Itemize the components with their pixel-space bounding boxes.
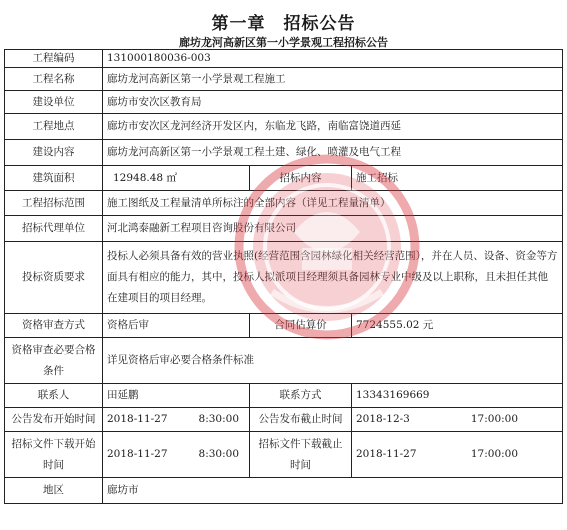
cond-value: 详见资格后审必要合格条件标准	[103, 338, 563, 384]
owner-value: 廊坊市安次区教育局	[103, 91, 563, 114]
scope-label: 招标内容	[250, 166, 352, 191]
qual-value: 投标人必须具备有效的营业执照(经营范围含园林绿化相关经营范围），并在人员、设备、资金等方面具有相应的能力，其中，投标人拟派项目经理须具备园林专业中级及以上职称，且未担任其他在建项目的项目经理。	[103, 242, 563, 314]
table-row	[5, 114, 563, 140]
area-label: 建筑面积	[5, 166, 103, 191]
dl-end-date: 2018-11-27	[356, 448, 417, 460]
region-value: 廊坊市	[103, 478, 563, 504]
scope-value: 施工招标	[352, 166, 563, 191]
table-row	[5, 242, 563, 314]
pub-end-cell	[352, 408, 563, 432]
price-label: 合同估算价	[250, 314, 352, 338]
pub-start-time: 8:30:00	[198, 413, 239, 425]
cond-label: 资格审查必要合格条件	[5, 338, 103, 384]
pub-end-date: 2018-12-3	[356, 413, 410, 425]
dl-end-label: 招标文件下载截止时间	[250, 432, 352, 478]
review-label: 资格审查方式	[5, 314, 103, 338]
region-label: 地区	[5, 478, 103, 504]
site-label: 工程地点	[5, 114, 103, 140]
review-value: 资格后审	[103, 314, 250, 338]
table-row	[5, 50, 563, 68]
pub-end-label: 公告发布截止时间	[250, 408, 352, 432]
pub-start-date: 2018-11-27	[107, 413, 168, 425]
contact-value: 田延鹏	[103, 384, 250, 408]
pub-start-label: 公告发布开始时间	[5, 408, 103, 432]
range-label: 工程招标范围	[5, 191, 103, 216]
bid-info-table	[4, 49, 563, 504]
table-row	[5, 166, 563, 191]
price-value: 7724555.02 元	[352, 314, 563, 338]
table-row	[5, 191, 563, 216]
dl-start-date: 2018-11-27	[107, 448, 168, 460]
phone-label: 联系方式	[250, 384, 352, 408]
table-row	[5, 478, 563, 504]
table-row	[5, 140, 563, 166]
table-row	[5, 68, 563, 91]
table-row	[5, 384, 563, 408]
agent-label: 招标代理单位	[5, 216, 103, 242]
dl-end-cell	[352, 432, 563, 478]
table-row	[5, 432, 563, 478]
content-label: 建设内容	[5, 140, 103, 166]
table-row	[5, 338, 563, 384]
area-value: 12948.48 ㎡	[103, 166, 250, 191]
name-value: 廊坊龙河高新区第一小学景观工程施工	[103, 68, 563, 91]
phone-value: 13343169669	[352, 384, 563, 408]
qual-label: 投标资质要求	[5, 242, 103, 314]
table-row	[5, 408, 563, 432]
dl-start-label: 招标文件下载开始时间	[5, 432, 103, 478]
pub-start-cell	[103, 408, 250, 432]
contact-label: 联系人	[5, 384, 103, 408]
content-value: 廊坊龙河高新区第一小学景观工程土建、绿化、喷灌及电气工程	[103, 140, 563, 166]
code-value: 131000180036-003	[103, 50, 563, 68]
site-value: 廊坊市安次区龙河经济开发区内，东临龙飞路，南临富饶道西延	[103, 114, 563, 140]
owner-label: 建设单位	[5, 91, 103, 114]
dl-start-time: 8:30:00	[198, 448, 239, 460]
pub-end-time: 17:00:00	[470, 413, 519, 425]
table-row	[5, 216, 563, 242]
range-value: 施工图纸及工程量清单所标注的全部内容（详见工程量清单）	[103, 191, 563, 216]
notice-subtitle: 廊坊龙河高新区第一小学景观工程招标公告	[179, 36, 388, 49]
name-label: 工程名称	[5, 68, 103, 91]
agent-value: 河北鸿泰融新工程项目咨询股份有限公司	[103, 216, 563, 242]
table-row	[5, 91, 563, 114]
table-row	[5, 314, 563, 338]
dl-start-cell	[103, 432, 250, 478]
code-label: 工程编码	[5, 50, 103, 68]
chapter-title: 第一章 招标公告	[211, 14, 356, 34]
dl-end-time: 17:00:00	[470, 448, 519, 460]
